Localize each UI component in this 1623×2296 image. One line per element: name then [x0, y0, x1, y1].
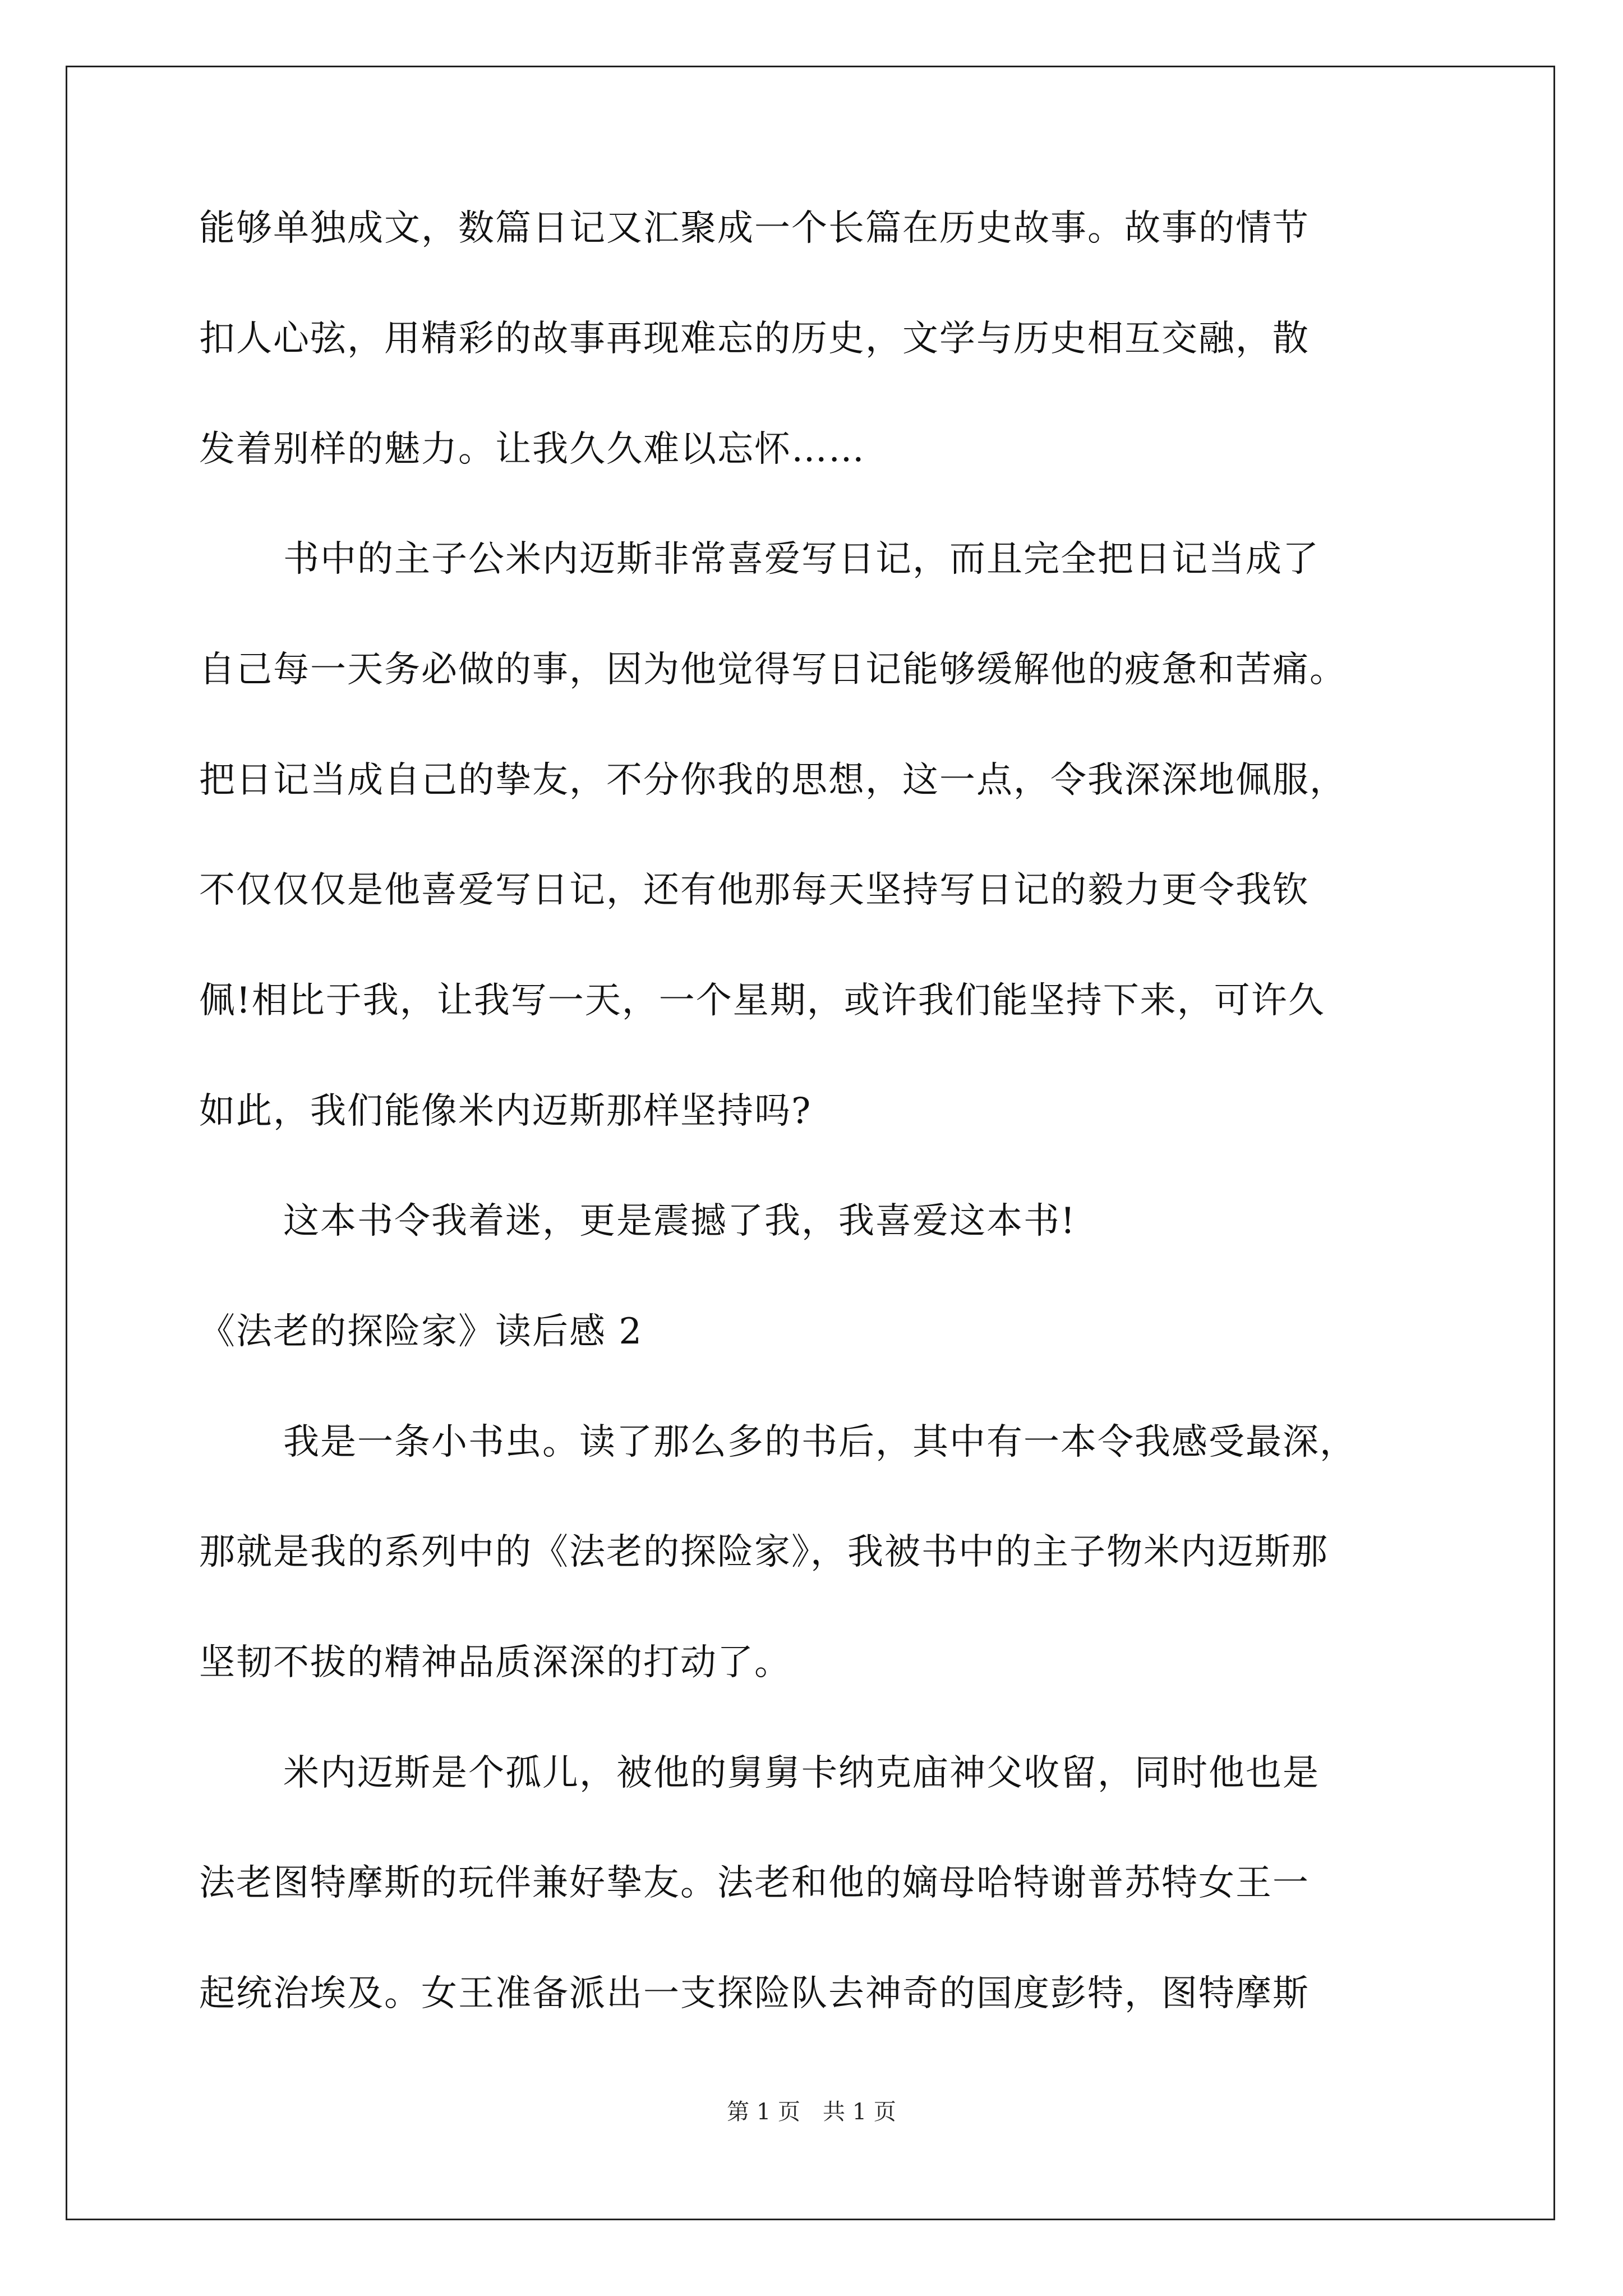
- text-line: 如此，我们能像米内迈斯那样坚持吗?: [199, 1091, 812, 1132]
- text-line: 那就是我的系列中的《法老的探险家》，我被书中的主子物米内迈斯那: [199, 1531, 1329, 1573]
- text-line: 佩!相比于我，让我写一天，一个星期，或许我们能坚持下来，可许久: [199, 980, 1325, 1022]
- text-line: 自己每一天务必做的事，因为他觉得写日记能够缓解他的疲惫和苦痛。: [199, 649, 1347, 691]
- paragraph-start-line: 我是一条小书虫。读了那么多的书后，其中有一本令我感受最深，: [283, 1421, 1357, 1463]
- text-line: 能够单独成文，数篇日记又汇聚成一个长篇在历史故事。故事的情节: [199, 208, 1310, 249]
- text-line: 扣人心弦，用精彩的故事再现难忘的历史，文学与历史相互交融，散: [199, 318, 1310, 360]
- text-line: 坚韧不拔的精神品质深深的打动了。: [199, 1642, 791, 1683]
- page-number-footer: 第 1 页 共 1 页: [727, 2099, 896, 2125]
- text-line: 发着别样的魅力。让我久久难以忘怀……: [199, 429, 865, 470]
- paragraph-start-line: 这本书令我着迷，更是震撼了我，我喜爱这本书!: [283, 1200, 1076, 1242]
- text-line: 把日记当成自己的挚友，不分你我的思想，这一点，令我深深地佩服，: [199, 760, 1347, 801]
- text-line: 法老图特摩斯的玩伴兼好挚友。法老和他的嫡母哈特谢普苏特女王一: [199, 1862, 1310, 1904]
- text-line: 不仅仅仅是他喜爱写日记，还有他那每天坚持写日记的毅力更令我钦: [199, 869, 1310, 911]
- paragraph-start-line: 书中的主子公米内迈斯非常喜爱写日记，而且完全把日记当成了: [283, 539, 1320, 580]
- section-heading: 《法老的探险家》读后感 2: [199, 1311, 643, 1352]
- paragraph-start-line: 米内迈斯是个孤儿，被他的舅舅卡纳克庙神父收留，同时他也是: [283, 1752, 1320, 1794]
- text-line: 起统治埃及。女王准备派出一支探险队去神奇的国度彭特，图特摩斯: [199, 1973, 1310, 2014]
